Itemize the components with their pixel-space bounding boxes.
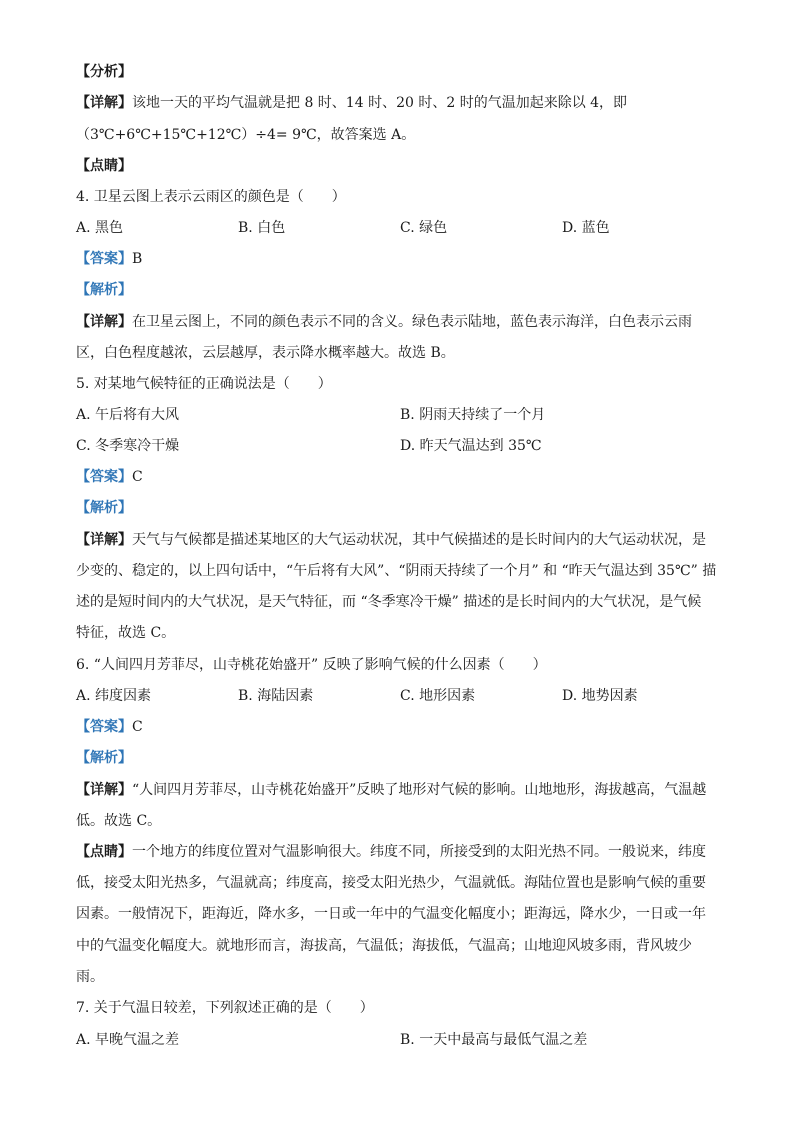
q4-analysis-heading: 【解析】 [76,282,132,298]
q3-comment-heading: 【点睛】 [76,158,132,174]
q6-comment-line-3: 因素。一般情况下，距海近，降水多，一日或一年中的气温变化幅度小；距海远，降水少，一日或一年 [76,906,706,922]
q4-detail-text-1: 在卫星云图上，不同的颜色表示不同的含义。绿色表示陆地，蓝色表示海洋，白色表示云雨 [132,314,692,330]
q5-detail-tag: 【详解】 [76,532,132,548]
q7-stem: 7. 关于气温日较差，下列叙述正确的是（ ） [76,1000,374,1016]
q5-option-c: C. 冬季寒冷干燥 [76,438,180,454]
q6-option-a: A. 纬度因素 [76,688,152,704]
q5-detail-line-4: 特征，故选 C。 [76,625,176,641]
q6-option-d: D. 地势因素 [562,688,638,704]
q4-detail-line-2: 区，白色程度越浓，云层越厚，表示降水概率越大。故选 B。 [76,345,455,361]
q5-option-d: D. 昨天气温达到 35℃ [400,438,542,454]
q6-stem: 6. “人间四月芳菲尽，山寺桃花始盛开” 反映了影响气候的什么因素（ ） [76,657,547,673]
q5-analysis-heading: 【解析】 [76,500,132,516]
q3-detail-line-2: （3℃+6℃+15℃+12℃）÷4= 9℃，故答案选 A。 [76,127,416,143]
q3-detail-text-1: 该地一天的平均气温就是把 8 时、14 时、20 时、2 时的气温加起来除以 4，即 [132,95,628,111]
q4-option-d: D. 蓝色 [562,220,610,236]
q6-answer-value: C [132,719,143,735]
q3-analysis-heading: 【分析】 [76,64,132,80]
q5-answer-tag: 【答案】 [76,469,132,485]
q4-option-c: C. 绿色 [400,220,448,236]
q4-option-b: B. 白色 [238,220,286,236]
q3-detail-tag: 【详解】 [76,95,132,111]
q6-comment-line-5: 雨。 [76,969,104,985]
q6-comment-line-2: 低，接受太阳光热多，气温就高；纬度高，接受太阳光热少，气温就低。海陆位置也是影响气候的重要 [76,875,706,891]
q5-answer [76,467,716,487]
q6-detail-tag: 【详解】 [76,782,132,798]
q7-option-b: B. 一天中最高与最低气温之差 [400,1032,588,1048]
q4-answer-value: B [132,251,143,267]
q6-option-c: C. 地形因素 [400,688,476,704]
q6-answer-tag: 【答案】 [76,719,132,735]
q5-detail-line-1 [76,530,716,550]
q5-detail-line-3: 述的是短时间内的大气状况，是天气特征，而 “冬季寒冷干燥” 描述的是长时间内的大气状况，是气候 [76,594,702,610]
q6-comment-line-1 [76,842,716,862]
q4-answer [76,249,716,269]
q5-option-a: A. 午后将有大风 [76,407,180,423]
q4-detail-line-1 [76,312,716,332]
q6-comment-tag: 【点睛】 [76,844,132,860]
q6-option-b: B. 海陆因素 [238,688,314,704]
q5-option-b: B. 阴雨天持续了一个月 [400,407,546,423]
q3-detail-line-1 [76,93,716,113]
q5-answer-value: C [132,469,143,485]
q6-analysis-heading: 【解析】 [76,750,132,766]
q6-detail-text-1: “人间四月芳菲尽，山寺桃花始盛开”反映了地形对气候的影响。山地地形，海拔越高，气温越 [132,782,707,798]
q6-comment-text-1: 一个地方的纬度位置对气温影响很大。纬度不同，所接受到的太阳光热不同。一般说来，纬度 [132,844,706,860]
q4-detail-tag: 【详解】 [76,314,132,330]
q6-comment-line-4: 中的气温变化幅度大。就地形而言，海拔高，气温低；海拔低，气温高；山地迎风坡多雨，背风坡少 [76,938,692,954]
q7-option-a: A. 早晚气温之差 [76,1032,180,1048]
q6-detail-line-1 [76,780,716,800]
q5-stem: 5. 对某地气候特征的正确说法是（ ） [76,376,332,392]
q6-detail-line-2: 低。故选 C。 [76,813,162,829]
q4-answer-tag: 【答案】 [76,251,132,267]
q4-stem: 4. 卫星云图上表示云雨区的颜色是（ ） [76,189,346,205]
q4-option-a: A. 黑色 [76,220,124,236]
q5-detail-line-2: 少变的、稳定的，以上四句话中，“午后将有大风”、“阴雨天持续了一个月” 和 “昨天气温达到 35℃” 描 [76,563,717,579]
q6-answer [76,717,716,737]
q5-detail-text-1: 天气与气候都是描述某地区的大气运动状况，其中气候描述的是长时间内的大气运动状况，是 [132,532,706,548]
